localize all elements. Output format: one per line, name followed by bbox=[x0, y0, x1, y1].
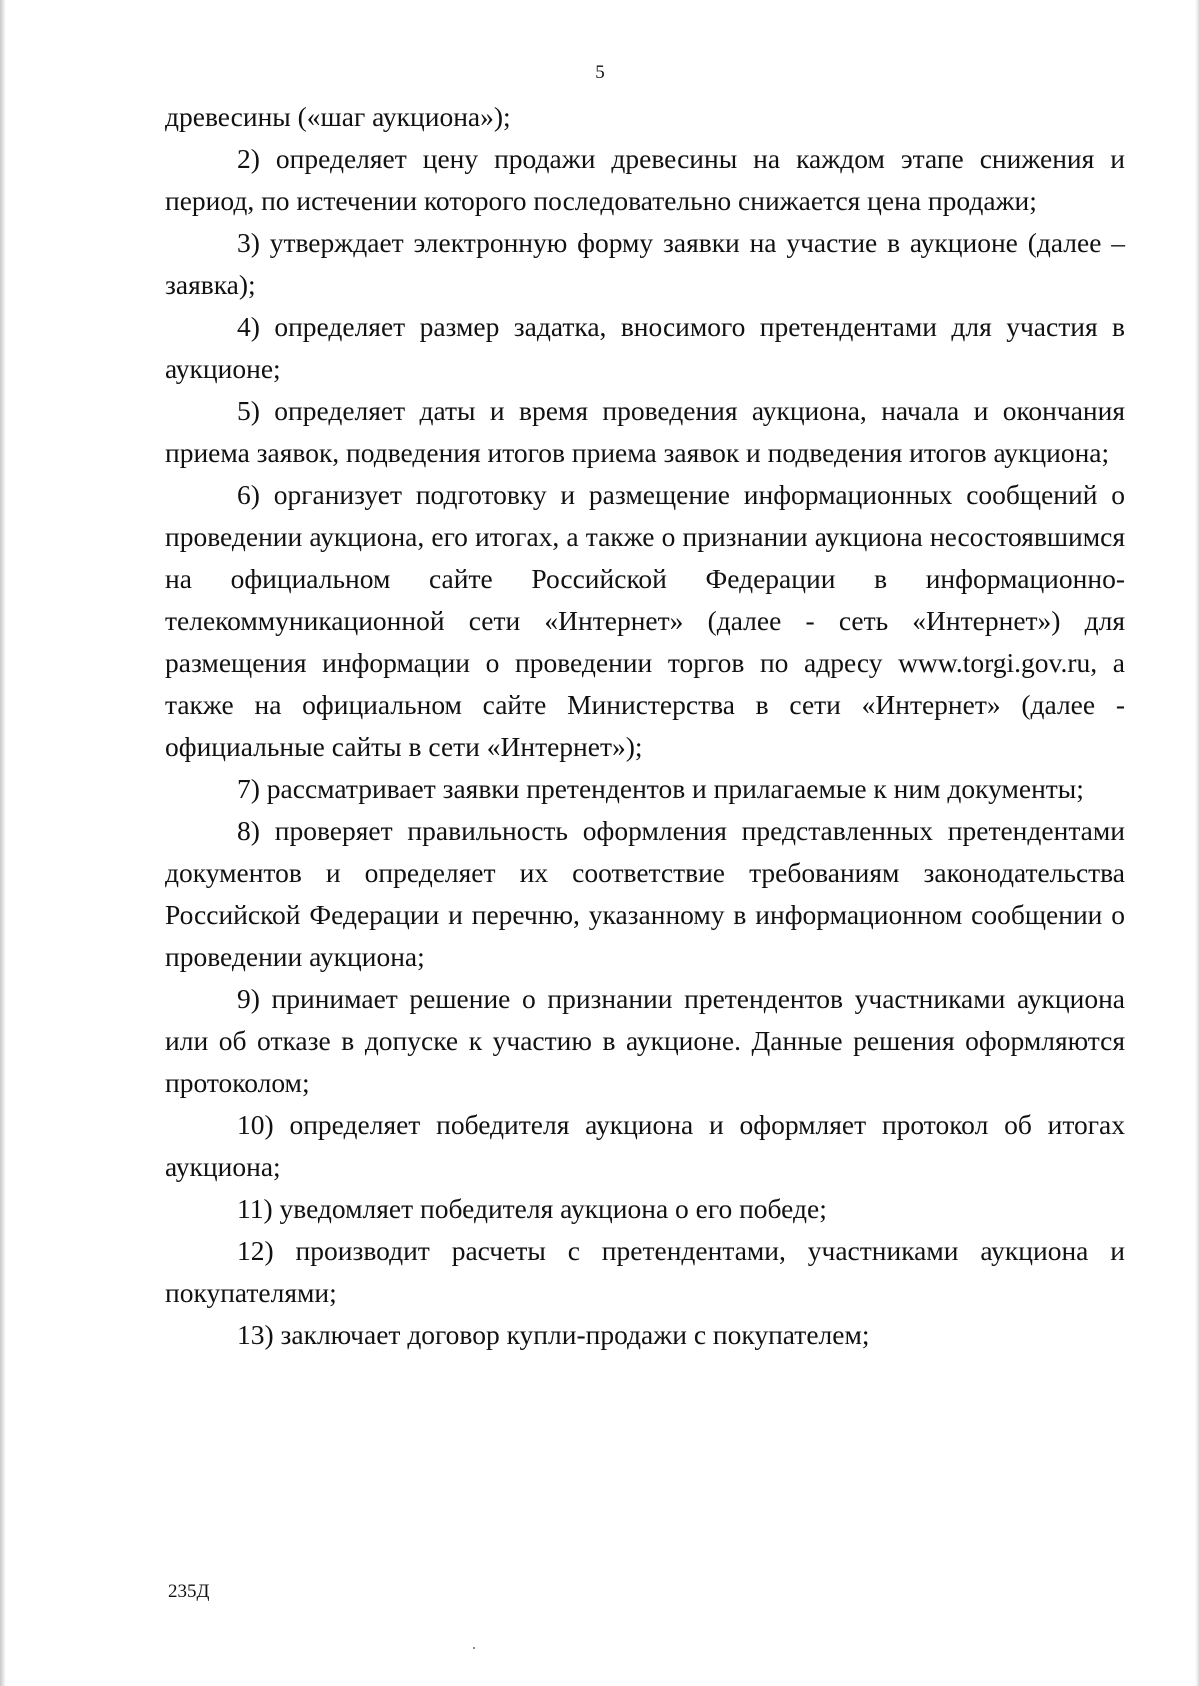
document-body bbox=[165, 96, 1125, 1356]
list-item-9: 9) принимает решение о признании претендентов участниками аукциона или об отказе в допуске к участию в аукционе. Данные решения оформляются протоколом; bbox=[165, 983, 1125, 1098]
list-item-7: 7) рассматривает заявки претендентов и прилагаемые к ним документы; bbox=[237, 773, 1084, 804]
scan-speck bbox=[473, 1647, 475, 1649]
list-item-2: 2) определяет цену продажи древесины на каждом этапе снижения и период, по истечении которого последовательно снижается цена продажи; bbox=[165, 143, 1125, 216]
list-item-10: 10) определяет победителя аукциона и оформляет протокол об итогах аукциона; bbox=[165, 1109, 1125, 1182]
scan-edge-right bbox=[1195, 0, 1200, 1686]
list-item-4: 4) определяет размер задатка, вносимого претендентами для участия в аукционе; bbox=[165, 311, 1125, 384]
list-item-3: 3) утверждает электронную форму заявки на участие в аукционе (далее – заявка); bbox=[165, 227, 1125, 300]
list-item-5: 5) определяет даты и время проведения аукциона, начала и окончания приема заявок, подведения итогов приема заявок и подведения итогов аукциона; bbox=[165, 395, 1125, 468]
scan-edge-left bbox=[0, 0, 6, 1686]
list-item-11: 11) уведомляет победителя аукциона о его победе; bbox=[237, 1193, 827, 1224]
list-item-12: 12) производит расчеты с претендентами, участниками аукциона и покупателями; bbox=[165, 1235, 1125, 1308]
page-number: 5 bbox=[595, 62, 605, 83]
list-item-8: 8) проверяет правильность оформления представленных претендентами документов и определяет их соответствие требованиям законодательства Российской Федерации и перечню, указанному в информационном сообщении о проведении аукциона; bbox=[165, 815, 1125, 972]
list-item-6: 6) организует подготовку и размещение информационных сообщений о проведении аукциона, его итогах, а также о признании аукциона несостоявшимся на официальном сайте Российской Федерации в информационно-телекоммуникационной сети «Интернет» (далее - сеть «Интернет») для размещения информации о проведении торгов по адресу www.torgi.gov.ru, а также на официальном сайте Министерства в сети «Интернет» (далее - официальные сайты в сети «Интернет»); bbox=[165, 479, 1125, 762]
list-item-13: 13) заключает договор купли-продажи с покупателем; bbox=[237, 1319, 870, 1350]
document-code: 235Д bbox=[168, 1581, 210, 1602]
paragraph-continuation: древесины («шаг аукциона»); bbox=[165, 101, 511, 132]
